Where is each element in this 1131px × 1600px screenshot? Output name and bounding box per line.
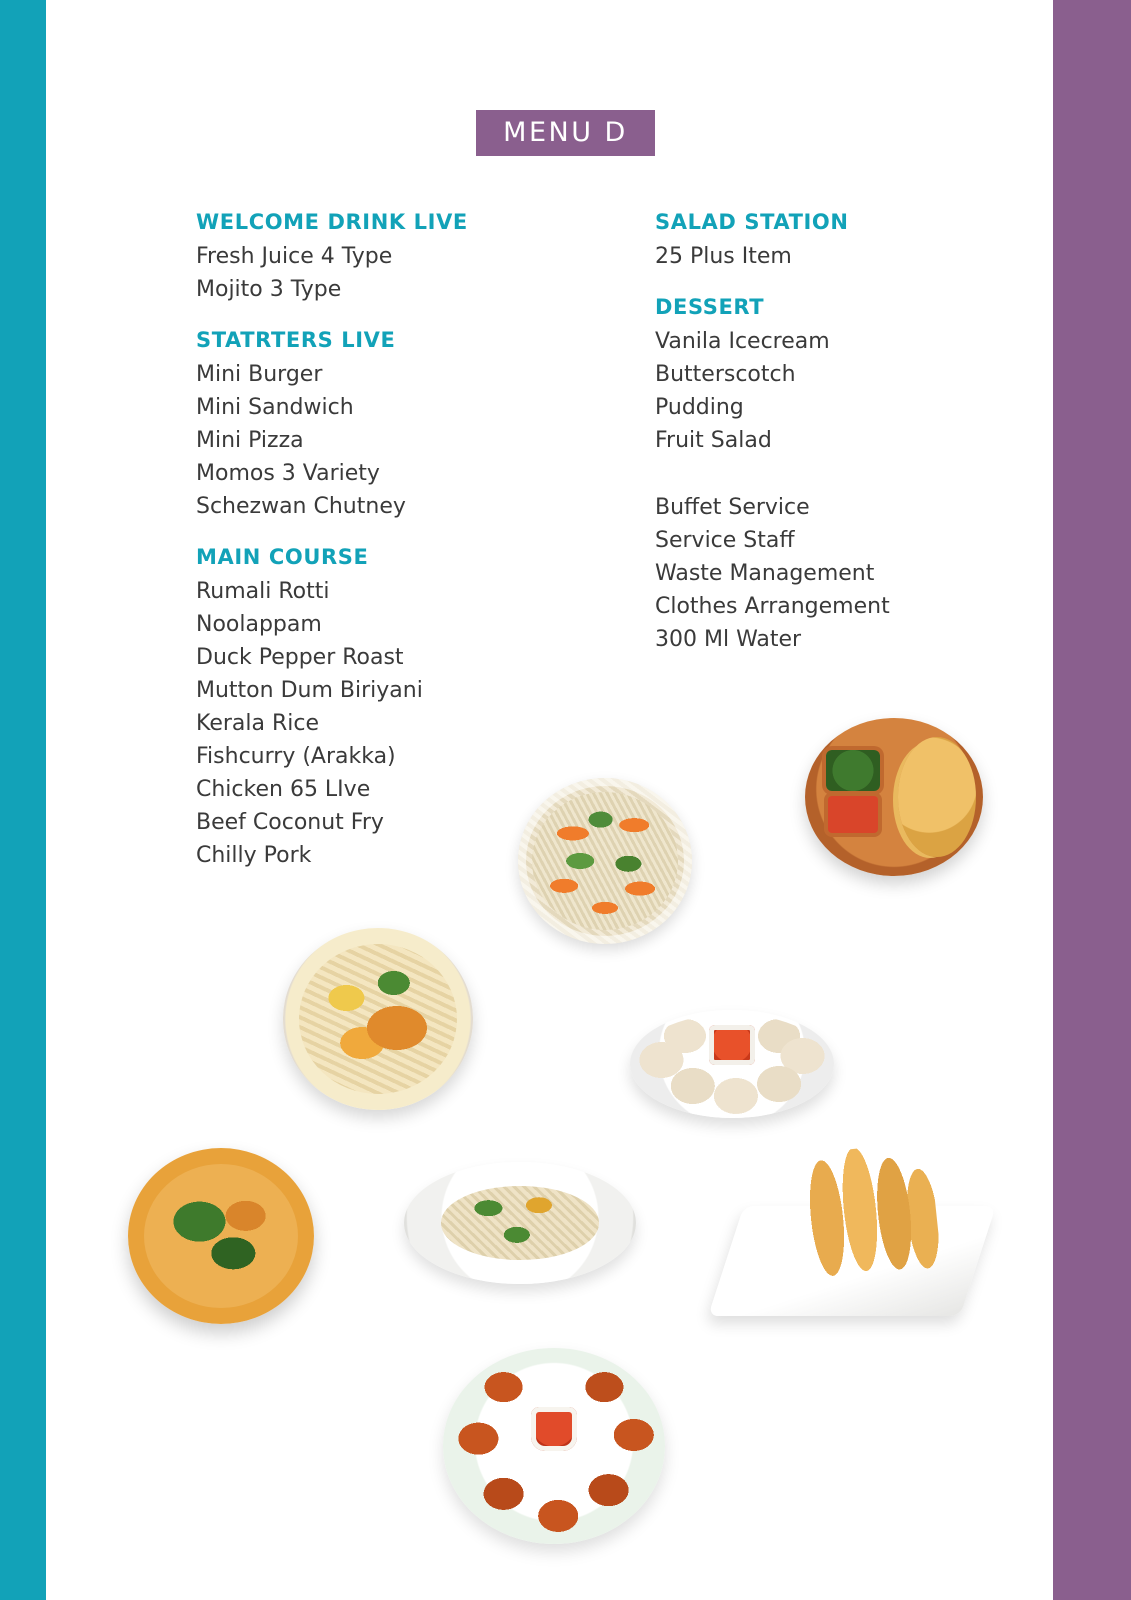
- fish-curry-photo: [128, 1148, 314, 1324]
- menu-item: Pudding: [655, 395, 744, 420]
- menu-item: Mutton Dum Biriyani: [196, 678, 423, 703]
- left-accent-bar: [0, 0, 46, 1600]
- menu-item: Mini Sandwich: [196, 395, 354, 420]
- menu-item: Mojito 3 Type: [196, 277, 342, 302]
- menu-item: Duck Pepper Roast: [196, 645, 404, 670]
- section-heading: DESSERT: [655, 295, 765, 319]
- menu-item: Chicken 65 LIve: [196, 777, 371, 802]
- menu-item: Chilly Pork: [196, 843, 312, 868]
- menu-item: Butterscotch: [655, 362, 796, 387]
- fried-rice-photo: [404, 1162, 636, 1284]
- service-item: Service Staff: [655, 528, 795, 553]
- menu-item: Vanila Icecream: [655, 329, 830, 354]
- section-starters-live: [196, 328, 626, 523]
- dosa-thali-photo: [805, 718, 983, 876]
- noodles-photo: [518, 778, 692, 944]
- section-welcome-drink-live: [196, 210, 626, 306]
- menu-item: Mini Burger: [196, 362, 323, 387]
- page-title: [0, 110, 1131, 156]
- menu-item: Schezwan Chutney: [196, 494, 406, 519]
- menu-item: Fishcurry (Arakka): [196, 744, 396, 769]
- menu-item: Beef Coconut Fry: [196, 810, 384, 835]
- service-item: Buffet Service: [655, 495, 810, 520]
- menu-item: Fresh Juice 4 Type: [196, 244, 393, 269]
- menu-item: Rumali Rotti: [196, 579, 330, 604]
- biriyani-photo: [283, 928, 473, 1110]
- service-item: Clothes Arrangement: [655, 594, 890, 619]
- menu-title-chip: MENU D: [476, 110, 655, 156]
- section-heading: WELCOME DRINK LIVE: [196, 210, 468, 234]
- service-item: 300 Ml Water: [655, 627, 802, 652]
- section-services: [655, 491, 1075, 656]
- momos-photo: [630, 1010, 834, 1118]
- menu-item: Kerala Rice: [196, 711, 320, 736]
- section-dessert: [655, 295, 1075, 457]
- chicken-65-photo: [443, 1348, 665, 1544]
- fried-prawns-photo: [726, 1148, 988, 1328]
- menu-item: Momos 3 Variety: [196, 461, 380, 486]
- section-salad-station: [655, 210, 1075, 273]
- menu-item: Mini Pizza: [196, 428, 304, 453]
- menu-item: Noolappam: [196, 612, 322, 637]
- menu-item: 25 Plus Item: [655, 244, 792, 269]
- section-heading: MAIN COURSE: [196, 545, 369, 569]
- section-heading: STATRTERS LIVE: [196, 328, 396, 352]
- service-item: Waste Management: [655, 561, 875, 586]
- right-column: [655, 210, 1075, 656]
- section-heading: SALAD STATION: [655, 210, 849, 234]
- menu-item: Fruit Salad: [655, 428, 772, 453]
